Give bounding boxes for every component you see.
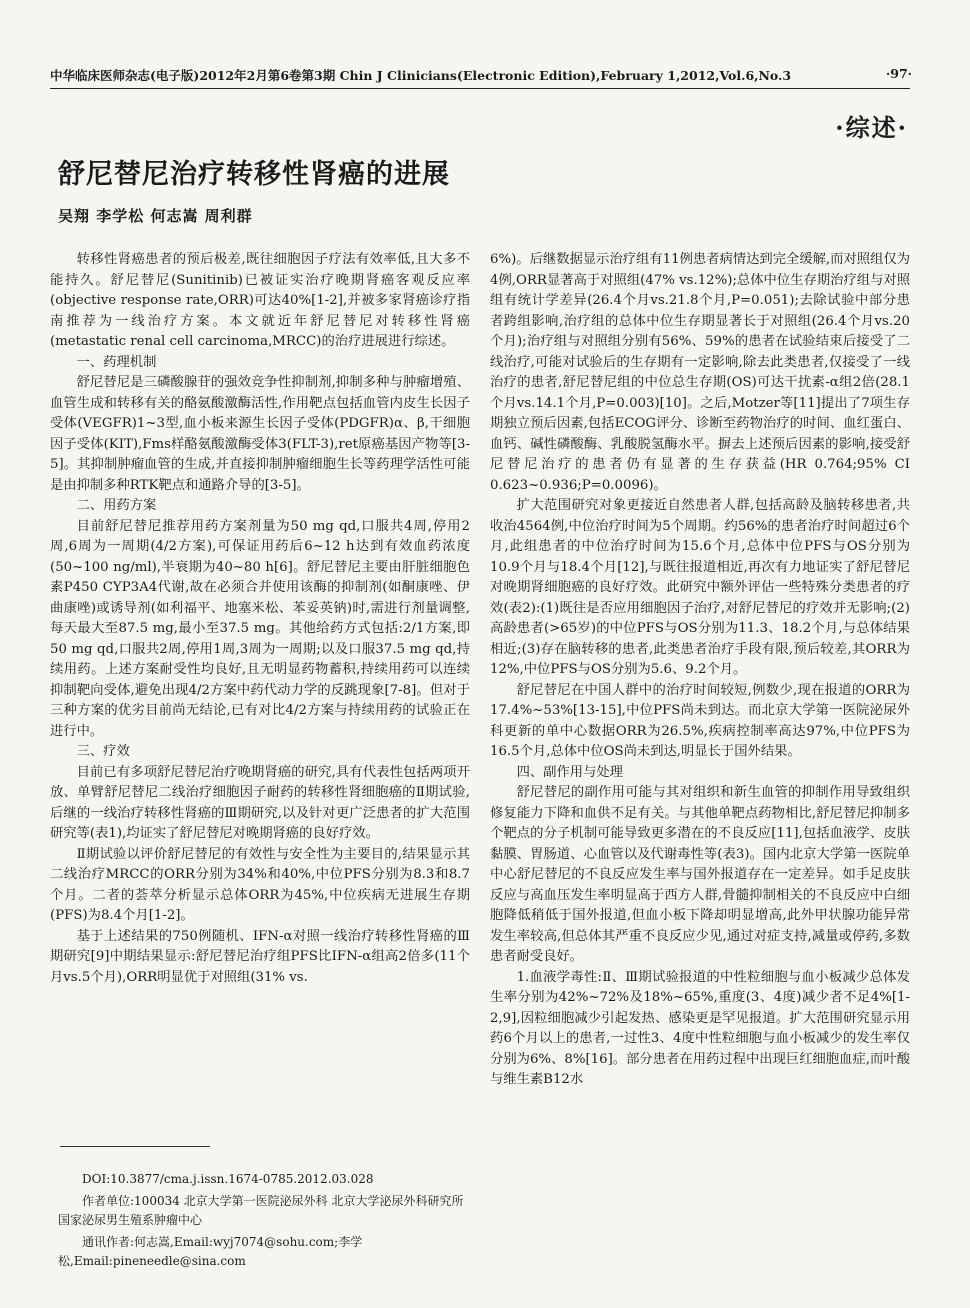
paragraph: Ⅱ期试验以评价舒尼替尼的有效性与安全性为主要目的,结果显示其二线治疗MRCC的ORR分别为34%和40%,中位PFS分别为8.3和8.7个月。二者的荟萃分析显示总体ORR为45%,中位疾病无进展生存期(PFS)为8.4个月[1-2]。 <box>50 846 470 923</box>
paragraph: 扩大范围研究对象更接近自然患者人群,包括高龄及脑转移患者,共收治4564例,中位治疗时间为5个周期。约56%的患者治疗时间超过6个月,此组患者的中位治疗时间为15.6个月,总体中位PFS与OS分别为10.9个月与18.4个月[12],与既往报道相近,再次有力地证实了舒尼替尼对晚期肾细胞癌的良好疗效。此研究中额外评估一些特殊分类患者的疗效(表2):(1)既往是否应用细胞因子治疗,对舒尼替尼的疗效并无影响;(2)高龄患者(>65岁)的中位PFS与OS分别为11.3、18.2个月,与总体结果相近;(3)存在脑转移的患者,此类患者治疗手段有限,预后较差,其ORR为12%,中位PFS与OS分别为5.6、9.2个月。 <box>490 498 910 677</box>
footnote-rule <box>60 1146 210 1147</box>
article-title: 舒尼替尼治疗转移性肾癌的进展 <box>58 159 450 190</box>
page-number: ·97· <box>885 66 912 81</box>
corresponding-author: 通讯作者:何志嵩,Email:wyj7074@sohu.com;李学松,Email:pineneedle@sina.com <box>58 1235 363 1268</box>
paragraph: 舒尼替尼是三磷酸腺苷的强效竞争性抑制剂,抑制多种与肿瘤增殖、血管生成和转移有关的酪氨酸激酶活性,作用靶点包括血管内皮生长因子受体(VEGFR)1~3型,血小板来源生长因子受体(PDGFR)α、β,干细胞因子受体(KIT),Fms样酪氨酸激酶受体3(FLT-3),ret原癌基因产物等[3-5]。其抑制肿瘤血管的生成,并直接抑制肿瘤细胞生长等药理学活性可能是由抑制多种RTK靶点和通路介导的[3-5]。 <box>50 375 470 493</box>
left-column <box>50 250 470 988</box>
paragraph: 舒尼替尼的副作用可能与其对组织和新生血管的抑制作用导致组织修复能力下降和血供不足有关。与其他单靶点药物相比,舒尼替尼抑制多个靶点的分子机制可能导致更多潜在的不良反应[11],包括血液学、皮肤黏膜、胃肠道、心血管以及代谢毒性等(表3)。国内北京大学第一医院单中心舒尼替尼的不良反应发生率与国外报道存在一定差异。如手足皮肤反应与高血压发生率明显高于西方人群,骨髓抑制相关的不良反应中白细胞降低稍低于国外报道,但血小板下降却明显增高,此外甲状腺功能异常发生率较高,但总体其严重不良反应少见,通过对症支持,减量或停药,多数患者耐受良好。 <box>490 785 910 964</box>
authors: 吴翔 李学松 何志嵩 周利群 <box>58 207 253 225</box>
running-header: 中华临床医师杂志(电子版)2012年2月第6卷第3期 Chin J Clinicians(Electronic Edition),February 1,2012,Vol.6,No.3 <box>50 68 792 83</box>
paragraph-continued: 6%)。后继数据显示治疗组有11例患者病情达到完全缓解,而对照组仅为4例,ORR显著高于对照组(47% vs.12%);总体中位生存期治疗组与对照组有统计学差异(26.4个月vs.21.8个月,P=0.051);去除试验中部分患者跨组影响,治疗组的总体中位生存期显著长于对照组(26.4个月vs.20个月);治疗组与对照组分别有56%、59%的患者在试验结束后接受了二线治疗,可能对试验后的生存期有一定影响,除去此类患者,仅接受了一线治疗的患者,舒尼替尼组的中位总生存期(OS)可达干扰素-α组2倍(28.1个月vs.14.1个月,P=0.003)[10]。之后,Motzer等[11]提出了7项生存期独立预后因素,包括ECOG评分、诊断至药物治疗的时间、血红蛋白、血钙、碱性磷酸酶、乳酸脱氢酶水平。摒去上述预后因素的影响,接受舒尼替尼治疗的患者仍有显著的生存获益(HR 0.764;95% CI 0.623~0.936;P=0.0096)。 <box>490 252 910 493</box>
paragraph: 1.血液学毒性:Ⅱ、Ⅲ期试验报道的中性粒细胞与血小板减少总体发生率分别为42%~72%及18%~65%,重度(3、4度)减少者不足4%[1-2,9],因粒细胞减少引起发热、感染更是罕见报道。扩大范围研究显示用药6个月以上的患者,一过性3、4度中性粒细胞与血小板减少的发生率仅分别为6%、8%[16]。部分患者在用药过程中出现巨红细胞血症,而叶酸与维生素B12水 <box>490 969 910 1087</box>
paragraph: 目前已有多项舒尼替尼治疗晚期肾癌的研究,具有代表性包括两项开放、单臂舒尼替尼二线治疗细胞因子耐药的转移性肾细胞癌的Ⅱ期试验,后继的一线治疗转移性肾癌的Ⅲ期研究,以及针对更广泛患者的扩大范围研究等(表1),均证实了舒尼替尼对晚期肾癌的良好疗效。 <box>50 764 470 841</box>
paragraph: 目前舒尼替尼推荐用药方案剂量为50 mg qd,口服共4周,停用2周,6周为一周期(4/2方案),可保证用药后6~12 h达到有效血药浓度(50~100 ng/ml),半衰期为40~80 h[6]。舒尼替尼主要由肝脏细胞色素P450 CYP3A4代谢,故在必须合并使用该酶的抑制剂(如酮康唑、伊曲康唑)或诱导剂(如利福平、地塞米松、苯妥英钠)时,需进行剂量调整,每天最大至87.5 mg,最小至37.5 mg。其他给药方式包括:2/1方案,即50 mg qd,口服共2周,停用1周,3周为一周期;以及口服37.5 mg qd,持续用药。上述方案耐受性均良好,且无明显药物蓄积,持续用药可以连续抑制靶向受体,避免出现4/2方案中药代动力学的反跳现象[7-8]。但对于三种方案的优劣目前尚无结论,已有对比4/2方案与持续用药的试验正在进行中。 <box>50 518 470 739</box>
doi: DOI:10.3877/cma.j.issn.1674-0785.2012.03.028 <box>82 1172 374 1186</box>
section-heading: 二、用药方案 <box>76 498 157 513</box>
paragraph: 舒尼替尼在中国人群中的治疗时间较短,例数少,现在报道的ORR为17.4%~53%[13-15],中位PFS尚未到达。而北京大学第一医院泌尿外科更新的单中心数据ORR为26.5%,疾病控制率高达97%,中位PFS为16.5个月,总体中位OS尚未到达,明显长于国外结果。 <box>490 682 910 759</box>
section-heading: 四、副作用与处理 <box>516 764 623 780</box>
header-rule <box>50 88 910 89</box>
section-label: ·综述· <box>835 113 908 142</box>
section-heading: 三、疗效 <box>76 744 130 759</box>
author-affiliation: 作者单位:100034 北京大学第一医院泌尿外科 北京大学泌尿外科研究所 国家泌尿男生殖系肿瘤中心 <box>58 1194 464 1227</box>
footnotes <box>58 1170 468 1274</box>
section-heading: 一、药理机制 <box>76 354 157 370</box>
paragraph: 基于上述结果的750例随机、IFN-α对照一线治疗转移性肾癌的Ⅲ期研究[9]中期结果显示:舒尼替尼治疗组PFS比IFN-α组高2倍多(11个月vs.5个月),ORR明显优于对照组(31% vs. <box>50 928 470 985</box>
right-column <box>490 250 910 1091</box>
paragraph: 转移性肾癌患者的预后极差,既往细胞因子疗法有效率低,且大多不能持久。舒尼替尼(Sunitinib)已被证实治疗晚期肾癌客观反应率(objective response rate,ORR)可达40%[1-2],并被多家肾癌诊疗指南推荐为一线治疗方案。本文就近年舒尼替尼对转移性肾癌(metastatic renal cell carcinoma,MRCC)的治疗进展进行综述。 <box>50 252 470 349</box>
